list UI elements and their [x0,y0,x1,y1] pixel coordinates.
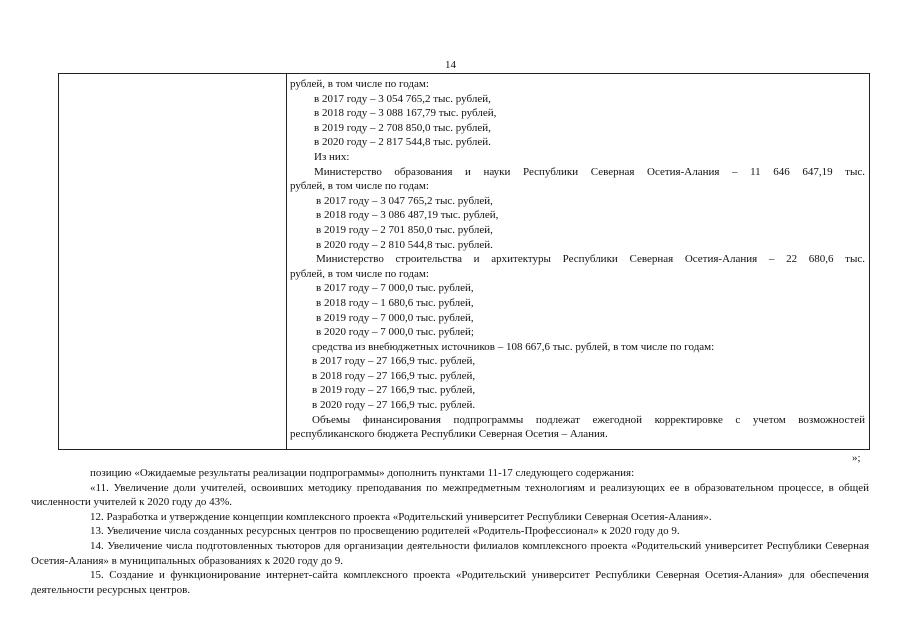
list-item: 12. Разработка и утверждение концепции комплексного проекта «Родительский университет Республики Северная Осетия-Алания». [90,510,712,523]
table-column-divider [286,74,287,449]
table-line: рублей, в том числе по годам: [290,180,429,193]
table-line: Из них: [314,150,350,163]
table-line: Объемы финансирования подпрограммы подлежат ежегодной корректировке с учетом возможностей [312,413,865,426]
closing-quote: »; [852,452,861,464]
table-line: в 2018 году – 3 086 487,19 тыс. рублей, [316,209,499,222]
table-line: средства из внебюджетных источников – 108 667,6 тыс. рублей, в том числе по годам: [312,340,715,353]
table-line: в 2020 году – 27 166,9 тыс. рублей. [312,399,476,412]
table-line: в 2019 году – 2 701 850,0 тыс. рублей, [316,223,493,236]
table-line: Министерство образования и науки Республики Северная Осетия-Алания – 11 646 647,19 тыс. [314,165,865,178]
table-line: в 2020 году – 7 000,0 тыс. рублей; [316,326,474,339]
table-line: Министерство строительства и архитектуры Республики Северная Осетия-Алания – 22 680,6 тыс. [316,253,865,266]
table-line: в 2018 году – 1 680,6 тыс. рублей, [316,296,474,309]
table-line: в 2018 году – 3 088 167,79 тыс. рублей, [314,107,497,120]
list-item: 15. Создание и функционирование интернет-сайта комплексного проекта «Родительский университет Республики Северная Осетия-Алания» для обеспечения деятельности ресурсных центров. [31,569,869,596]
funding-table [58,73,870,450]
table-line: в 2018 году – 27 166,9 тыс. рублей, [312,369,476,382]
table-line: республиканского бюджета Республики Северная Осетия – Алания. [290,428,608,441]
list-item: 14. Увеличение числа подготовленных тьюторов для организации деятельности филиалов комплексного проекта «Родительский университет Республики Северная Осетия-Алания» в муниципальных образованиях к 2020 году до 9. [31,539,869,567]
list-item: «11. Увеличение доли учителей, освоивших методику преподавания по межпредметным технологиям и реализующих ее в образовательном процессе, в общей численности учителей к 2020 году до 43%. [31,481,869,509]
table-line: в 2020 году – 2 810 544,8 тыс. рублей. [316,238,493,251]
page-number: 14 [445,59,456,71]
list-item: 13. Увеличение числа созданных ресурсных центров по просвещению родителей «Родитель-Профессионал» к 2020 году до 9. [90,525,680,538]
table-cell-funding [290,77,865,442]
table-line: в 2017 году – 3 047 765,2 тыс. рублей, [316,194,493,207]
table-line: рублей, в том числе по годам: [290,267,429,280]
table-line: в 2017 году – 7 000,0 тыс. рублей, [316,282,474,295]
table-line: рублей, в том числе по годам: [290,78,429,90]
table-line: в 2019 году – 2 708 850,0 тыс. рублей, [314,121,491,134]
table-line: в 2017 году – 27 166,9 тыс. рублей, [312,355,476,368]
amendment-text [31,466,869,597]
intro-paragraph: позицию «Ожидаемые результаты реализации подпрограммы» дополнить пунктами 11-17 следующего содержания: [90,467,635,479]
table-line: в 2019 году – 7 000,0 тыс. рублей, [316,311,474,324]
table-line: в 2019 году – 27 166,9 тыс. рублей, [312,384,476,397]
table-line: в 2020 году – 2 817 544,8 тыс. рублей. [314,136,491,149]
table-line: в 2017 году – 3 054 765,2 тыс. рублей, [314,92,491,105]
